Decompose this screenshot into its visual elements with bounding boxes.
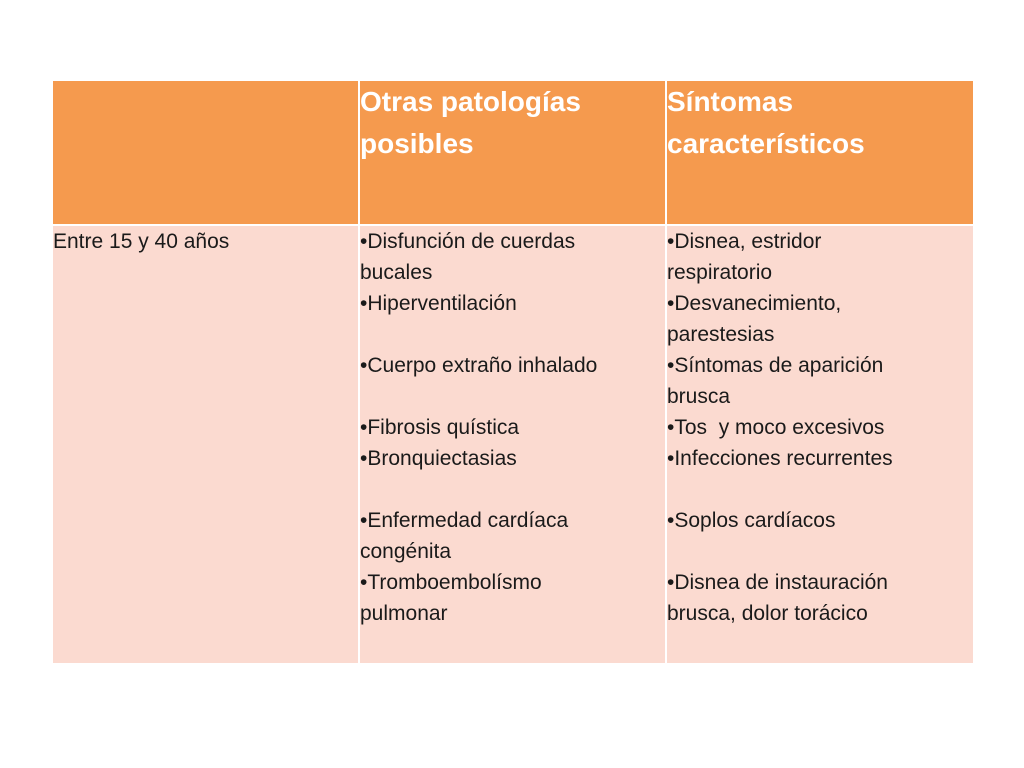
symptom-line: brusca, dolor torácico bbox=[667, 602, 868, 625]
pathologies-cell bbox=[359, 225, 666, 664]
table-header-row bbox=[52, 80, 974, 225]
symptom-line: •Soplos cardíacos bbox=[667, 509, 836, 532]
symptom-line bbox=[667, 536, 973, 567]
header-pathologies-line-1: Otras patologías bbox=[360, 86, 581, 117]
header-cell-empty bbox=[52, 80, 359, 225]
symptom-line: respiratorio bbox=[667, 261, 773, 284]
symptoms-cell bbox=[666, 225, 974, 664]
header-symptoms-line-1: Síntomas bbox=[667, 86, 794, 117]
pathology-line: •Hiperventilación bbox=[360, 292, 517, 315]
age-range-text: Entre 15 y 40 años bbox=[53, 230, 230, 253]
symptom-line: •Tos y moco excesivos bbox=[667, 416, 885, 439]
pathologies-list bbox=[360, 226, 665, 629]
pathology-line: •Disfunción de cuerdas bbox=[360, 230, 576, 253]
pathology-line bbox=[360, 319, 665, 350]
pathology-line: •Cuerpo extraño inhalado bbox=[360, 354, 598, 377]
pathology-line: •Fibrosis quística bbox=[360, 416, 520, 439]
pathology-line bbox=[360, 381, 665, 412]
pathology-line bbox=[360, 474, 665, 505]
age-range-cell bbox=[52, 225, 359, 664]
symptom-line: •Disnea, estridor bbox=[667, 230, 822, 253]
pathology-line: bucales bbox=[360, 261, 433, 284]
pathology-line: congénita bbox=[360, 540, 452, 563]
header-cell-symptoms bbox=[666, 80, 974, 225]
symptom-line: •Disnea de instauración bbox=[667, 571, 888, 594]
header-symptoms-line-2: característicos bbox=[667, 128, 865, 159]
pathology-line: •Tromboembolísmo bbox=[360, 571, 542, 594]
symptoms-list bbox=[667, 226, 973, 629]
pathology-line: •Bronquiectasias bbox=[360, 447, 517, 470]
symptom-line: •Infecciones recurrentes bbox=[667, 447, 893, 470]
symptom-line: •Síntomas de aparición bbox=[667, 354, 884, 377]
pathology-line: •Enfermedad cardíaca bbox=[360, 509, 569, 532]
symptom-line: brusca bbox=[667, 385, 731, 408]
header-pathologies-line-2: posibles bbox=[360, 128, 474, 159]
symptom-line bbox=[667, 474, 973, 505]
table-row bbox=[52, 225, 974, 664]
pathology-line: pulmonar bbox=[360, 602, 448, 625]
header-cell-pathologies bbox=[359, 80, 666, 225]
symptom-line: parestesias bbox=[667, 323, 775, 346]
differential-diagnosis-table bbox=[51, 79, 975, 665]
symptom-line: •Desvanecimiento, bbox=[667, 292, 842, 315]
